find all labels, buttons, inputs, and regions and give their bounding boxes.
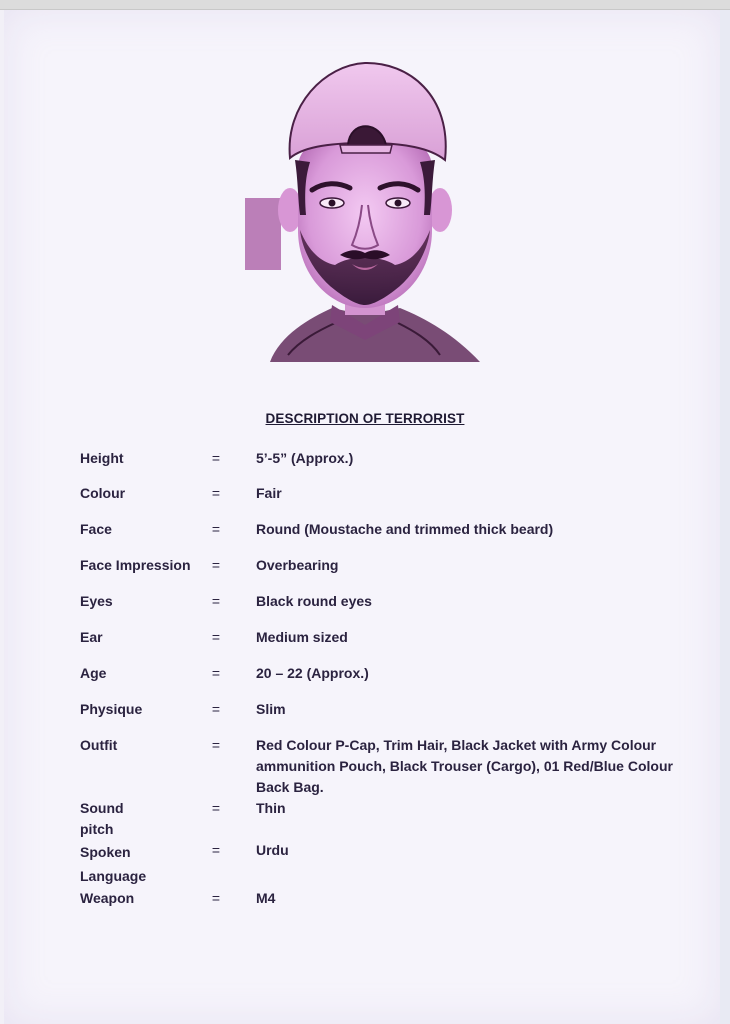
equals-sign: =: [211, 701, 221, 717]
field-value: Fair: [256, 485, 282, 501]
field-label: Weapon: [80, 890, 135, 906]
equals-sign: =: [211, 665, 221, 681]
field-value: Red Colour P-Cap, Trim Hair, Black Jacket with Army Colour ammunition Pouch, Black Trouser (Cargo), 01 Red/Blue Colour Back Bag.: [256, 737, 673, 795]
equals-sign: =: [211, 842, 221, 858]
equals-sign: =: [211, 800, 221, 816]
equals-sign: =: [211, 485, 221, 501]
top-rule: [0, 0, 730, 10]
equals-sign: =: [211, 629, 221, 645]
field-label: Height: [80, 450, 124, 466]
field-value: Black round eyes: [256, 593, 372, 609]
field-value: M4: [256, 890, 276, 906]
field-value: Thin: [256, 800, 286, 816]
field-value: Overbearing: [256, 557, 339, 573]
field-value: Round (Moustache and trimmed thick beard): [256, 521, 554, 537]
field-value: Slim: [256, 701, 286, 717]
field-label: Sound pitch: [80, 800, 124, 837]
field-label: Face: [80, 521, 112, 537]
field-label: Face Impression: [80, 557, 191, 573]
equals-sign: =: [211, 557, 221, 573]
field-label: Spoken Language: [80, 844, 147, 884]
equals-sign: =: [211, 737, 221, 753]
field-value: Medium sized: [256, 629, 348, 645]
field-value: 5’-5” (Approx.): [256, 450, 354, 466]
document-title: DESCRIPTION OF TERRORIST: [265, 411, 465, 426]
equals-sign: =: [211, 593, 221, 609]
field-value: 20 – 22 (Approx.): [256, 665, 369, 681]
field-label: Outfit: [80, 737, 118, 753]
page-edge: [720, 10, 730, 1024]
field-label: Physique: [80, 701, 143, 717]
suspect-sketch-image: [240, 50, 490, 370]
field-value: Urdu: [256, 842, 289, 858]
field-label: Eyes: [80, 593, 113, 609]
equals-sign: =: [211, 450, 221, 466]
equals-sign: =: [211, 521, 221, 537]
field-label: Age: [80, 665, 107, 681]
field-label: Ear: [80, 629, 103, 645]
equals-sign: =: [211, 890, 221, 906]
field-label: Colour: [80, 485, 126, 501]
